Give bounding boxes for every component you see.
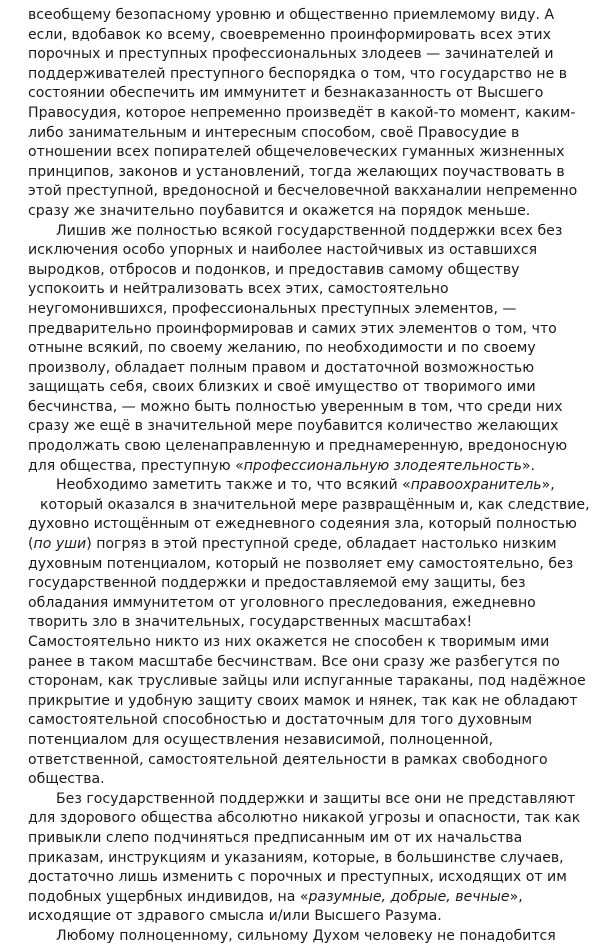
text-line <box>28 320 576 340</box>
text-line <box>28 476 576 496</box>
text-line <box>28 339 576 359</box>
line-text: сразу же ещё в значительной мере поубавится количество желающих <box>28 418 559 435</box>
line-text: ( <box>28 536 34 553</box>
text-line <box>28 692 576 712</box>
line-text-after: », <box>509 888 523 905</box>
line-text: бесчинства, — можно быть полностью уверенным в том, что среди них <box>28 398 563 415</box>
line-text: исходящие от здравого смысла и/или Высшего Разума. <box>28 908 442 925</box>
text-line <box>28 143 576 163</box>
line-text: Любому полноценному, сильному Духом человеку не понадобится <box>56 927 556 944</box>
line-text: отныне всякий, по своему желанию, по необходимости и по своему <box>28 340 536 357</box>
text-line <box>28 163 576 183</box>
line-text: духовным потенциалом, который не позволяет ему самостоятельно, без <box>28 555 574 572</box>
text-line <box>28 300 576 320</box>
line-text: порочных и преступных профессиональных злодеев — зачинателей и <box>28 46 554 63</box>
text-line <box>28 280 576 300</box>
line-text: защищать себя, своих близких и своё имущество от творимого ими <box>28 379 536 396</box>
line-text: неугомонившихся, профессиональных преступных элементов, — <box>28 300 517 317</box>
line-text: который оказался в значительной мере развращённым и, как следствие, <box>40 496 590 513</box>
line-text: состоянии обеспечить им иммунитет и безнаказанность от Высшего <box>28 85 544 102</box>
line-text: предварительно проинформировав и самих этих элементов о том, что <box>28 320 557 337</box>
text-line <box>28 417 576 437</box>
line-text: самостоятельной способностью и достаточным для того духовным <box>28 712 533 729</box>
italic-phrase: по уши <box>33 536 87 553</box>
text-line <box>28 633 576 653</box>
line-text-after: ». <box>521 457 535 474</box>
line-text: ранее в таком масштабе бесчинствам. Все они сразу же разбегутся по <box>28 653 560 670</box>
line-text: прикрытие и удобную защиту своих мамок и нянек, так как не обладают <box>28 692 578 709</box>
text-line <box>28 907 576 927</box>
text-line <box>28 45 576 65</box>
line-text: сторонам, как трусливые зайцы или испуганные тараканы, под надёжное <box>28 673 586 690</box>
line-text: отношении всех попирателей общечеловеческих гуманных жизненных <box>28 144 565 161</box>
line-text: приказам, инструкциям и указаниям, которые, в большинстве случаев, <box>28 849 564 866</box>
text-line <box>28 809 581 829</box>
line-text: исключения особо упорных и наиболее настойчивых из оставшихся <box>28 242 538 259</box>
italic-phrase: правоохранитель <box>410 477 542 494</box>
line-text: всеобщему безопасному уровню и общественно приемлемому виду. А <box>28 7 555 23</box>
line-text: Без государственной поддержки и защиты все они не представляют <box>56 790 576 807</box>
line-text: для здорового общества абсолютно никакой угрозы и опасности, так как <box>28 810 581 827</box>
line-text: выродков, отбросов и подонков, и предоставив самому обществу <box>28 261 520 278</box>
line-text: поддерживателей преступного беспорядка о том, что государство не в <box>28 65 568 82</box>
text-line <box>28 378 576 398</box>
text-line <box>28 515 576 535</box>
line-text: сразу же значительно поубавится и окажется на порядок меньше. <box>28 202 531 219</box>
text-line <box>28 849 576 869</box>
line-text: либо занимательным и интересным способом, своё Правосудие в <box>28 124 520 141</box>
line-text: если, вдобавок ко всему, своевременно проинформировать всех этих <box>28 26 551 43</box>
line-text: духовно истощённым от ежедневного содеяния зла, который полностью <box>28 516 577 533</box>
text-line <box>28 457 576 477</box>
text-line <box>28 594 576 614</box>
line-text: привыкли слепо подчиняться предписанным им от их начальства <box>28 829 523 846</box>
text-line <box>28 124 576 144</box>
text-line <box>28 261 576 281</box>
italic-phrase: профессиональную злодеятельность <box>243 457 522 474</box>
text-line <box>28 711 576 731</box>
line-text-after: », <box>541 477 555 494</box>
text-line <box>28 398 576 418</box>
text-line <box>28 927 576 947</box>
line-text: потенциалом для осуществления независимой, полноценной, <box>28 731 494 748</box>
line-text: общества. <box>28 771 105 788</box>
line-text: для общества, преступную « <box>28 457 244 474</box>
text-line <box>28 84 576 104</box>
line-text: обладания иммунитетом от уголовного преследования, ежедневно <box>28 594 536 611</box>
line-text: продолжать свою целенаправленную и преднамеренную, вредоносную <box>28 438 568 455</box>
text-line <box>28 437 576 457</box>
line-text: этой преступной, вредоносной и бесчеловечной вакханалии непременно <box>28 183 578 200</box>
line-text: достаточно лишь изменить с порочных и преступных, исходящих от им <box>28 869 567 886</box>
text-line <box>28 613 576 633</box>
line-text: Необходимо заметить также и то, что всякий « <box>56 477 411 494</box>
text-line <box>28 770 576 790</box>
italic-phrase: разумные, добрые, вечные <box>308 888 510 905</box>
text-line <box>28 535 576 555</box>
line-text: принципов, законов и установлений, тогда желающих поучаствовать в <box>28 163 565 180</box>
line-text: успокоить и нейтрализовать всех этих, самостоятельно <box>28 281 449 298</box>
text-line <box>28 182 576 202</box>
text-line <box>28 65 576 85</box>
text-line <box>28 26 576 46</box>
text-line <box>28 574 576 594</box>
text-line <box>28 868 576 888</box>
line-text: творить зло в значительных, государственных масштабах! <box>28 614 473 631</box>
text-line <box>28 672 586 692</box>
text-line <box>28 241 576 261</box>
text-line <box>28 653 576 673</box>
line-text: подобных ущербных индивидов, на « <box>28 888 309 905</box>
line-text: Самостоятельно никто из них окажется не способен к творимым ими <box>28 634 550 650</box>
text-line <box>28 222 576 242</box>
text-line <box>28 359 576 379</box>
document-page <box>28 6 590 947</box>
text-line <box>28 202 576 222</box>
text-line <box>28 790 576 810</box>
line-text-after: ) погряз в этой преступной среде, обладает настолько низким <box>86 536 557 553</box>
text-line <box>28 496 590 516</box>
line-text: произволу, обладает полным правом и достаточной возможностью <box>28 359 535 376</box>
text-line <box>28 829 576 849</box>
text-line <box>28 731 576 751</box>
line-text: Лишив же полностью всякой государственной поддержки всех без <box>56 222 563 239</box>
line-text: государственной поддержки и предоставляемой ему защиты, без <box>28 575 526 592</box>
line-text: Правосудия, которое непременно произведёт в какой-то момент, каким- <box>28 104 576 121</box>
text-line <box>28 751 576 771</box>
line-text: ответственной, самостоятельной деятельности в рамках свободного <box>28 751 548 768</box>
text-line <box>28 888 576 908</box>
text-line <box>28 6 576 26</box>
text-line <box>28 555 576 575</box>
text-line <box>28 104 576 124</box>
